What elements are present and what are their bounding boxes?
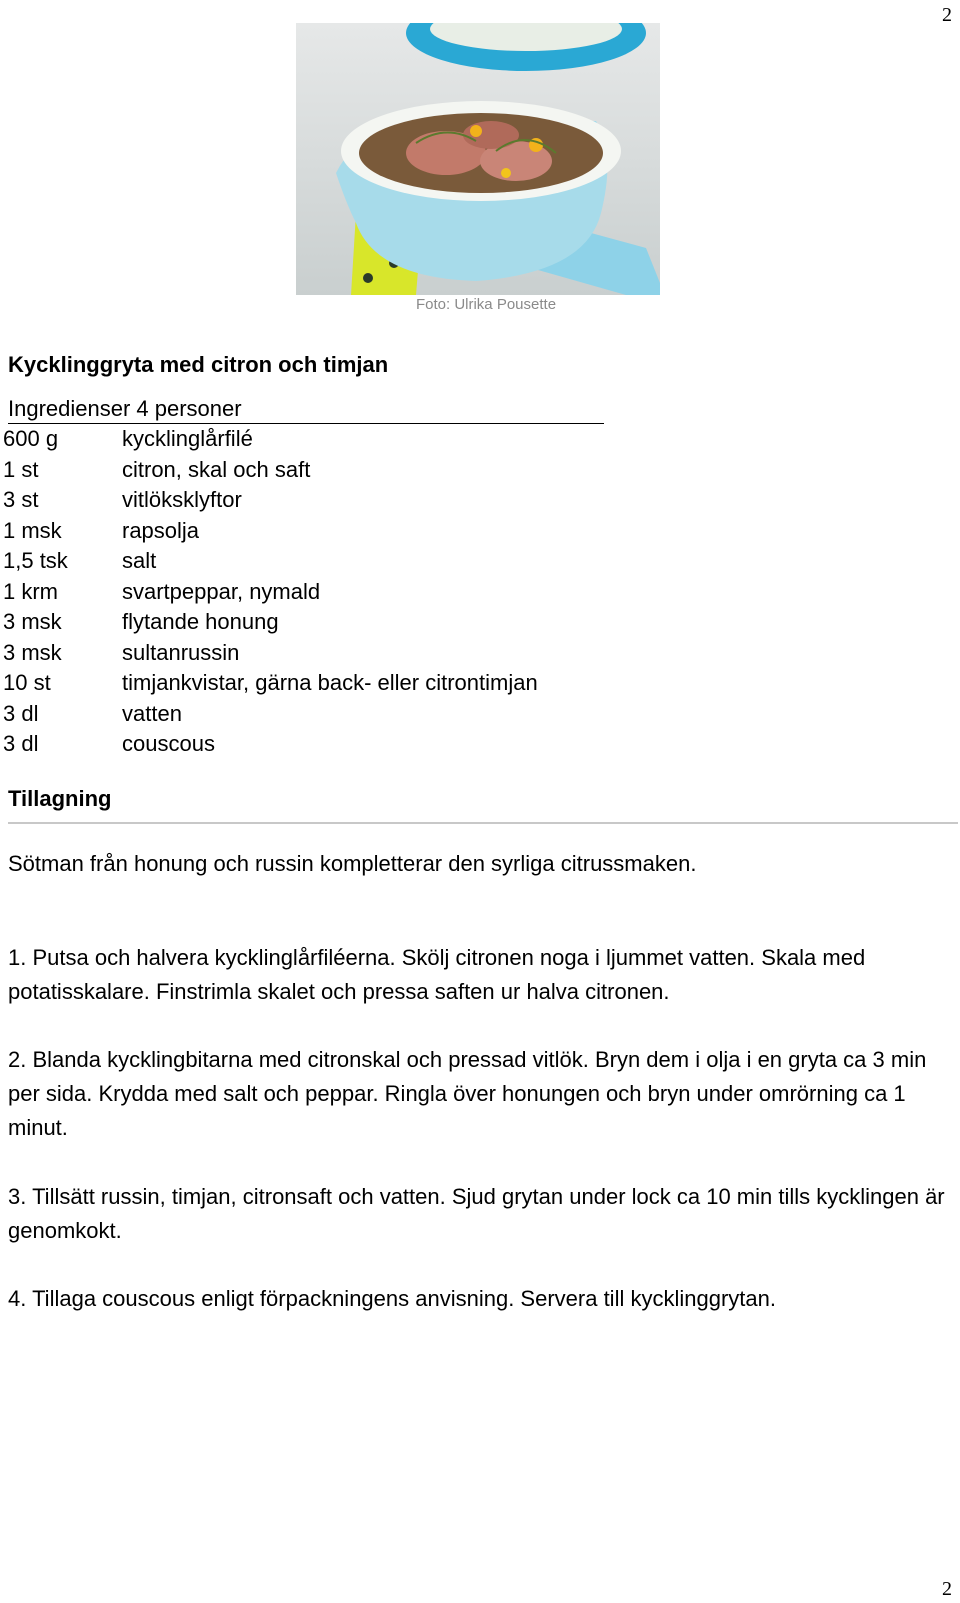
page-number-top: 2 (942, 4, 952, 26)
preparation-step: 1. Putsa och halvera kycklinglårfiléerna. Skölj citronen noga i ljummet vatten. Skala med potatisskalare. Finstrimla skalet och pressa saften ur halva citronen. (8, 945, 866, 1004)
photo-caption: Foto: Ulrika Pousette (415, 296, 557, 313)
ingredient-row (3, 577, 538, 608)
ingredient-quantity: 3 msk (3, 609, 62, 634)
ingredient-name: rapsolja (122, 517, 200, 543)
ingredient-quantity: 1 krm (3, 578, 58, 604)
ingredient-row (3, 424, 538, 455)
ingredient-name: svartpeppar, nymald (122, 578, 321, 604)
ingredient-quantity: 1 st (3, 456, 39, 482)
recipe-photo (296, 23, 660, 295)
ingredient-name: timjankvistar, gärna back- eller citrontimjan (122, 670, 538, 695)
ingredient-row (3, 485, 538, 516)
ingredient-name: kycklinglårfilé (122, 426, 253, 451)
page-number-bottom: 2 (942, 1578, 952, 1600)
ingredient-quantity: 3 dl (3, 731, 39, 756)
ingredient-row (3, 455, 538, 486)
ingredient-row (3, 729, 538, 760)
ingredient-quantity: 3 st (3, 487, 39, 512)
ingredient-row (3, 607, 538, 638)
ingredient-row (3, 638, 538, 669)
preparation-heading: Tillagning (8, 786, 112, 811)
ingredient-quantity: 600 g (3, 426, 59, 451)
ingredient-row (3, 699, 538, 730)
section-divider (8, 822, 958, 824)
ingredient-quantity: 3 dl (3, 700, 39, 726)
preparation-step: 2. Blanda kycklingbitarna med citronskal och pressad vitlök. Bryn dem i olja i en gryta ca 3 min per sida. Krydda med salt och peppar. Ringla över honungen och bryn under omrörning ca 1 minut. (8, 1047, 927, 1140)
ingredient-name: vatten (122, 700, 182, 726)
ingredient-row (3, 546, 538, 577)
ingredient-name: flytande honung (122, 609, 279, 634)
ingredient-name: sultanrussin (122, 639, 240, 665)
ingredient-quantity: 10 st (3, 670, 51, 695)
ingredient-name: vitlöksklyftor (122, 487, 242, 512)
ingredient-name: salt (122, 548, 157, 573)
ingredient-quantity: 3 msk (3, 639, 62, 665)
ingredient-name: couscous (122, 731, 215, 756)
ingredients-list (3, 424, 538, 760)
recipe-title: Kycklinggryta med citron och timjan (8, 352, 389, 377)
preparation-step: 4. Tillaga couscous enligt förpackningens anvisning. Servera till kycklinggrytan. (8, 1286, 776, 1311)
ingredient-quantity: 1 msk (3, 517, 62, 543)
ingredients-header: Ingredienser 4 personer (8, 395, 604, 424)
ingredient-name: citron, skal och saft (122, 456, 311, 482)
ingredient-row (3, 516, 538, 547)
preparation-step: 3. Tillsätt russin, timjan, citronsaft och vatten. Sjud grytan under lock ca 10 min tills kycklingen är genomkokt. (8, 1184, 945, 1243)
ingredient-quantity: 1,5 tsk (3, 548, 68, 573)
ingredient-row (3, 668, 538, 699)
recipe-intro: Sötman från honung och russin kompletterar den syrliga citrussmaken. (8, 851, 697, 876)
